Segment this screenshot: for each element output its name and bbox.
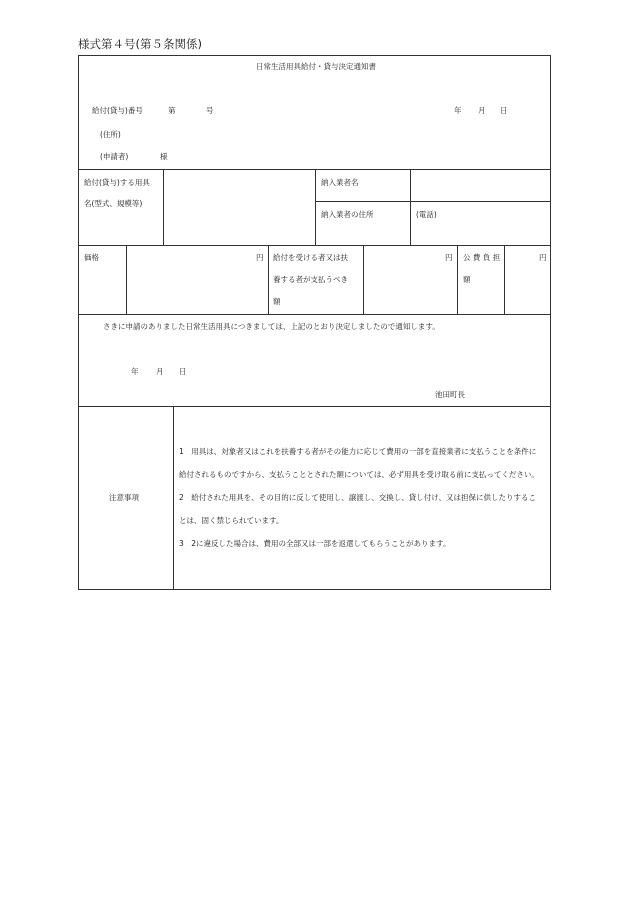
col-divider-vendor-label: [410, 169, 411, 245]
public-burden-yen: 円: [539, 253, 547, 262]
row-divider-5: [79, 406, 550, 407]
col-divider-burden-label: [363, 245, 364, 314]
notice-message: さきに申請のありました日常生活用具につきましては、上記のとおり決定しましたので通知します。: [103, 322, 440, 331]
price-label: 価格: [84, 253, 99, 262]
burden-yen: 円: [445, 253, 453, 262]
col-divider-item-value: [315, 169, 316, 245]
notification-form: [78, 55, 551, 590]
header-day: 日: [500, 106, 508, 115]
col-divider-item-label: [163, 169, 164, 245]
burden-label-cont: 養する者が支払うべき: [273, 275, 348, 284]
caution-line-3: 2 給付された用具を、その目的に反して使用し、譲渡し、交換し、貸し付け、又は担保に供したりするこ: [179, 493, 536, 502]
notice-day: 日: [179, 367, 187, 376]
notice-month: 月: [156, 367, 164, 376]
burden-label-cont2: 額: [273, 297, 281, 306]
col-divider-caution-label: [173, 406, 174, 589]
vendor-phone-label: (電話): [416, 210, 437, 219]
col-divider-price-label: [126, 245, 127, 314]
row-divider-4: [79, 314, 550, 315]
caution-line-5: 3 2に違反した場合は、費用の全部又は一部を返還してもらうことがあります。: [179, 539, 451, 548]
applicant-label: (申請者): [100, 152, 129, 161]
number-dai: 第: [168, 106, 176, 115]
applicant-sama: 様: [160, 152, 168, 161]
burden-label: 給付を受ける者又は扶: [273, 253, 348, 262]
form-number: 様式第４号(第５条関係): [78, 37, 202, 51]
vendor-address-label: 納入業者の住所: [321, 210, 374, 219]
row-divider-3: [79, 245, 550, 246]
col-divider-burden-value: [457, 245, 458, 314]
notice-year: 年: [131, 367, 139, 376]
col-divider-public-label: [504, 245, 505, 314]
header-month: 月: [478, 106, 486, 115]
caution-line-1: 1 用具は、対象者又はこれを扶養する者がその能力に応じて費用の一部を直接業者に支払うことを条件に: [179, 447, 537, 456]
public-burden-label-cont: 額: [463, 275, 471, 284]
number-go: 号: [206, 106, 214, 115]
cautions-label: 注意事項: [109, 493, 139, 502]
item-label-cont: 名(型式、規模等): [84, 199, 143, 208]
vendor-name-label: 納入業者名: [321, 178, 359, 187]
header-year: 年: [454, 106, 462, 115]
document-title: 日常生活用具給付・貸与決定通知書: [256, 62, 376, 71]
public-burden-label: 公 費 負 担: [463, 253, 501, 262]
item-label: 給付(貸与)する用具: [84, 178, 150, 187]
caution-line-4: とは、固く禁じられています。: [179, 516, 284, 525]
caution-line-2: 給付されるものですから、支払うこととされた額については、必ず用具を受け取る前に支払ってください。: [179, 470, 539, 479]
address-label: (住所): [100, 130, 121, 139]
mayor-name: 池田町長: [435, 390, 465, 399]
price-yen: 円: [256, 253, 264, 262]
col-divider-price-value: [268, 245, 269, 314]
number-label: 給付(貸与)番号: [92, 106, 143, 115]
row-divider-2: [315, 201, 550, 202]
